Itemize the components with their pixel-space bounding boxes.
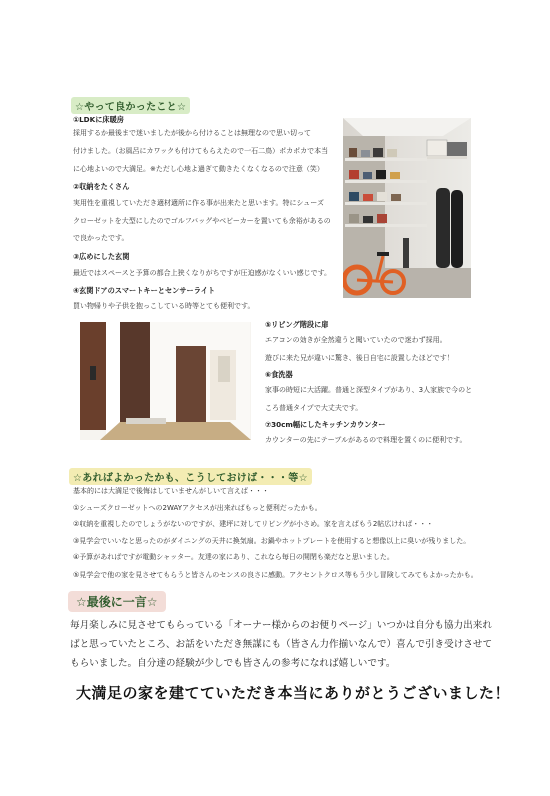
item4-title: ④玄関ドアのスマートキーとセンサーライト — [73, 286, 216, 295]
item2-line: 実用性を重視していただき適材適所に作る事が出来たと思います。特にシューズ — [73, 199, 324, 207]
item1-line: 採用するか最後まで迷いましたが後から付けることは無理なので思い切って — [73, 129, 311, 137]
item6-line: ころ普通タイプで大丈夫です。 — [265, 404, 363, 412]
item6-title: ⑥食洗器 — [265, 370, 293, 379]
section-good-title: ☆やって良かったこと☆ — [71, 97, 190, 114]
item1-title: ①LDKに床暖房 — [73, 115, 124, 124]
improve-line: ③見学会でいいなと思ったのがダイニングの天井に換気扇。お鍋やホットプレートを使用すると想像以上に臭いが残りました。 — [73, 537, 471, 545]
item2-line: クローゼットを大型にしたのでゴルフバッグやベビーカーを置いても余裕があるの — [73, 217, 331, 225]
item1-line: 付けました。（お風呂にカワックも付けてもらえたので一石二鳥）ポカポカで本当 — [73, 147, 329, 155]
section-final-title: ☆最後に一言☆ — [68, 591, 166, 612]
section-improve-title: ☆あればよかったかも、こうしておけば・・・等☆ — [69, 468, 312, 485]
improve-line: ④予算があればですが電動シャッター。友達の家にあり、これなら毎日の開閉も楽だなと思いました。 — [73, 553, 394, 561]
item2-line: で良かったです。 — [73, 234, 129, 242]
final-line: ばと思っていたところ、お話をいただき無謀にも（皆さん力作揃いなんで）喜んで引き受けさせて — [70, 639, 493, 650]
item1-line: に心地よいので大満足。※ただし心地よ過ぎて動きたくなくなるので注意（笑） — [73, 165, 324, 173]
item3-title: ③広めにした玄関 — [73, 252, 130, 261]
item3-line: 最近ではスペースと予算の都合上狭くなりがちですが圧迫感がなくいい感じです。 — [73, 269, 332, 277]
item5-line: 遊びに来た兄が違いに驚き、後日自宅に設置したほどです！ — [265, 354, 454, 362]
shoe-closet-photo — [343, 118, 471, 298]
final-line: 毎月楽しみに見させてもらっている「オーナー様からのお便りページ」いつかは自分も協力出来れ — [70, 620, 492, 631]
final-line: もらいました。自分達の経験が少しでも皆さんの参考になれば嬉しいです。 — [70, 658, 396, 669]
improve-line: ①シューズクローゼットへの2WAYアクセスが出来ればもっと便利だったかも。 — [73, 504, 322, 512]
item2-title: ②収納をたくさん — [73, 182, 130, 191]
item5-line: エアコンの効きが全然違うと聞いていたので迷わず採用。 — [265, 336, 447, 344]
item7-line: カウンターの先にテーブルがあるので料理を置くのに便利です。 — [265, 436, 467, 444]
item6-line: 家事の時短に大活躍。普通と深型タイプがあり、3人家族で今のと — [265, 386, 473, 394]
closing-message: 大満足の家を建てていただき本当にありがとうございました！ — [76, 684, 511, 702]
improve-line: 基本的には大満足で後悔はしていませんがしいて言えば・・・ — [73, 487, 269, 495]
entrance-photo — [80, 322, 251, 440]
improve-line: ⑤見学会で他の家を見させてもらうと皆さんのセンスの良さに感動。アクセントクロス等もう少し冒険してみてもよかったかも。 — [73, 571, 478, 579]
item7-title: ⑦30cm幅にしたキッチンカウンター — [265, 420, 386, 429]
improve-line: ②収納を重視したのでしょうがないのですが、建坪に対してリビングが小さめ。家を言えばもう2帖広ければ・・・ — [73, 520, 434, 528]
item4-line: 買い物帰りや子供を抱っこしている時等とても便利です。 — [73, 302, 255, 310]
item5-title: ⑤リビング階段に扉 — [265, 320, 329, 329]
